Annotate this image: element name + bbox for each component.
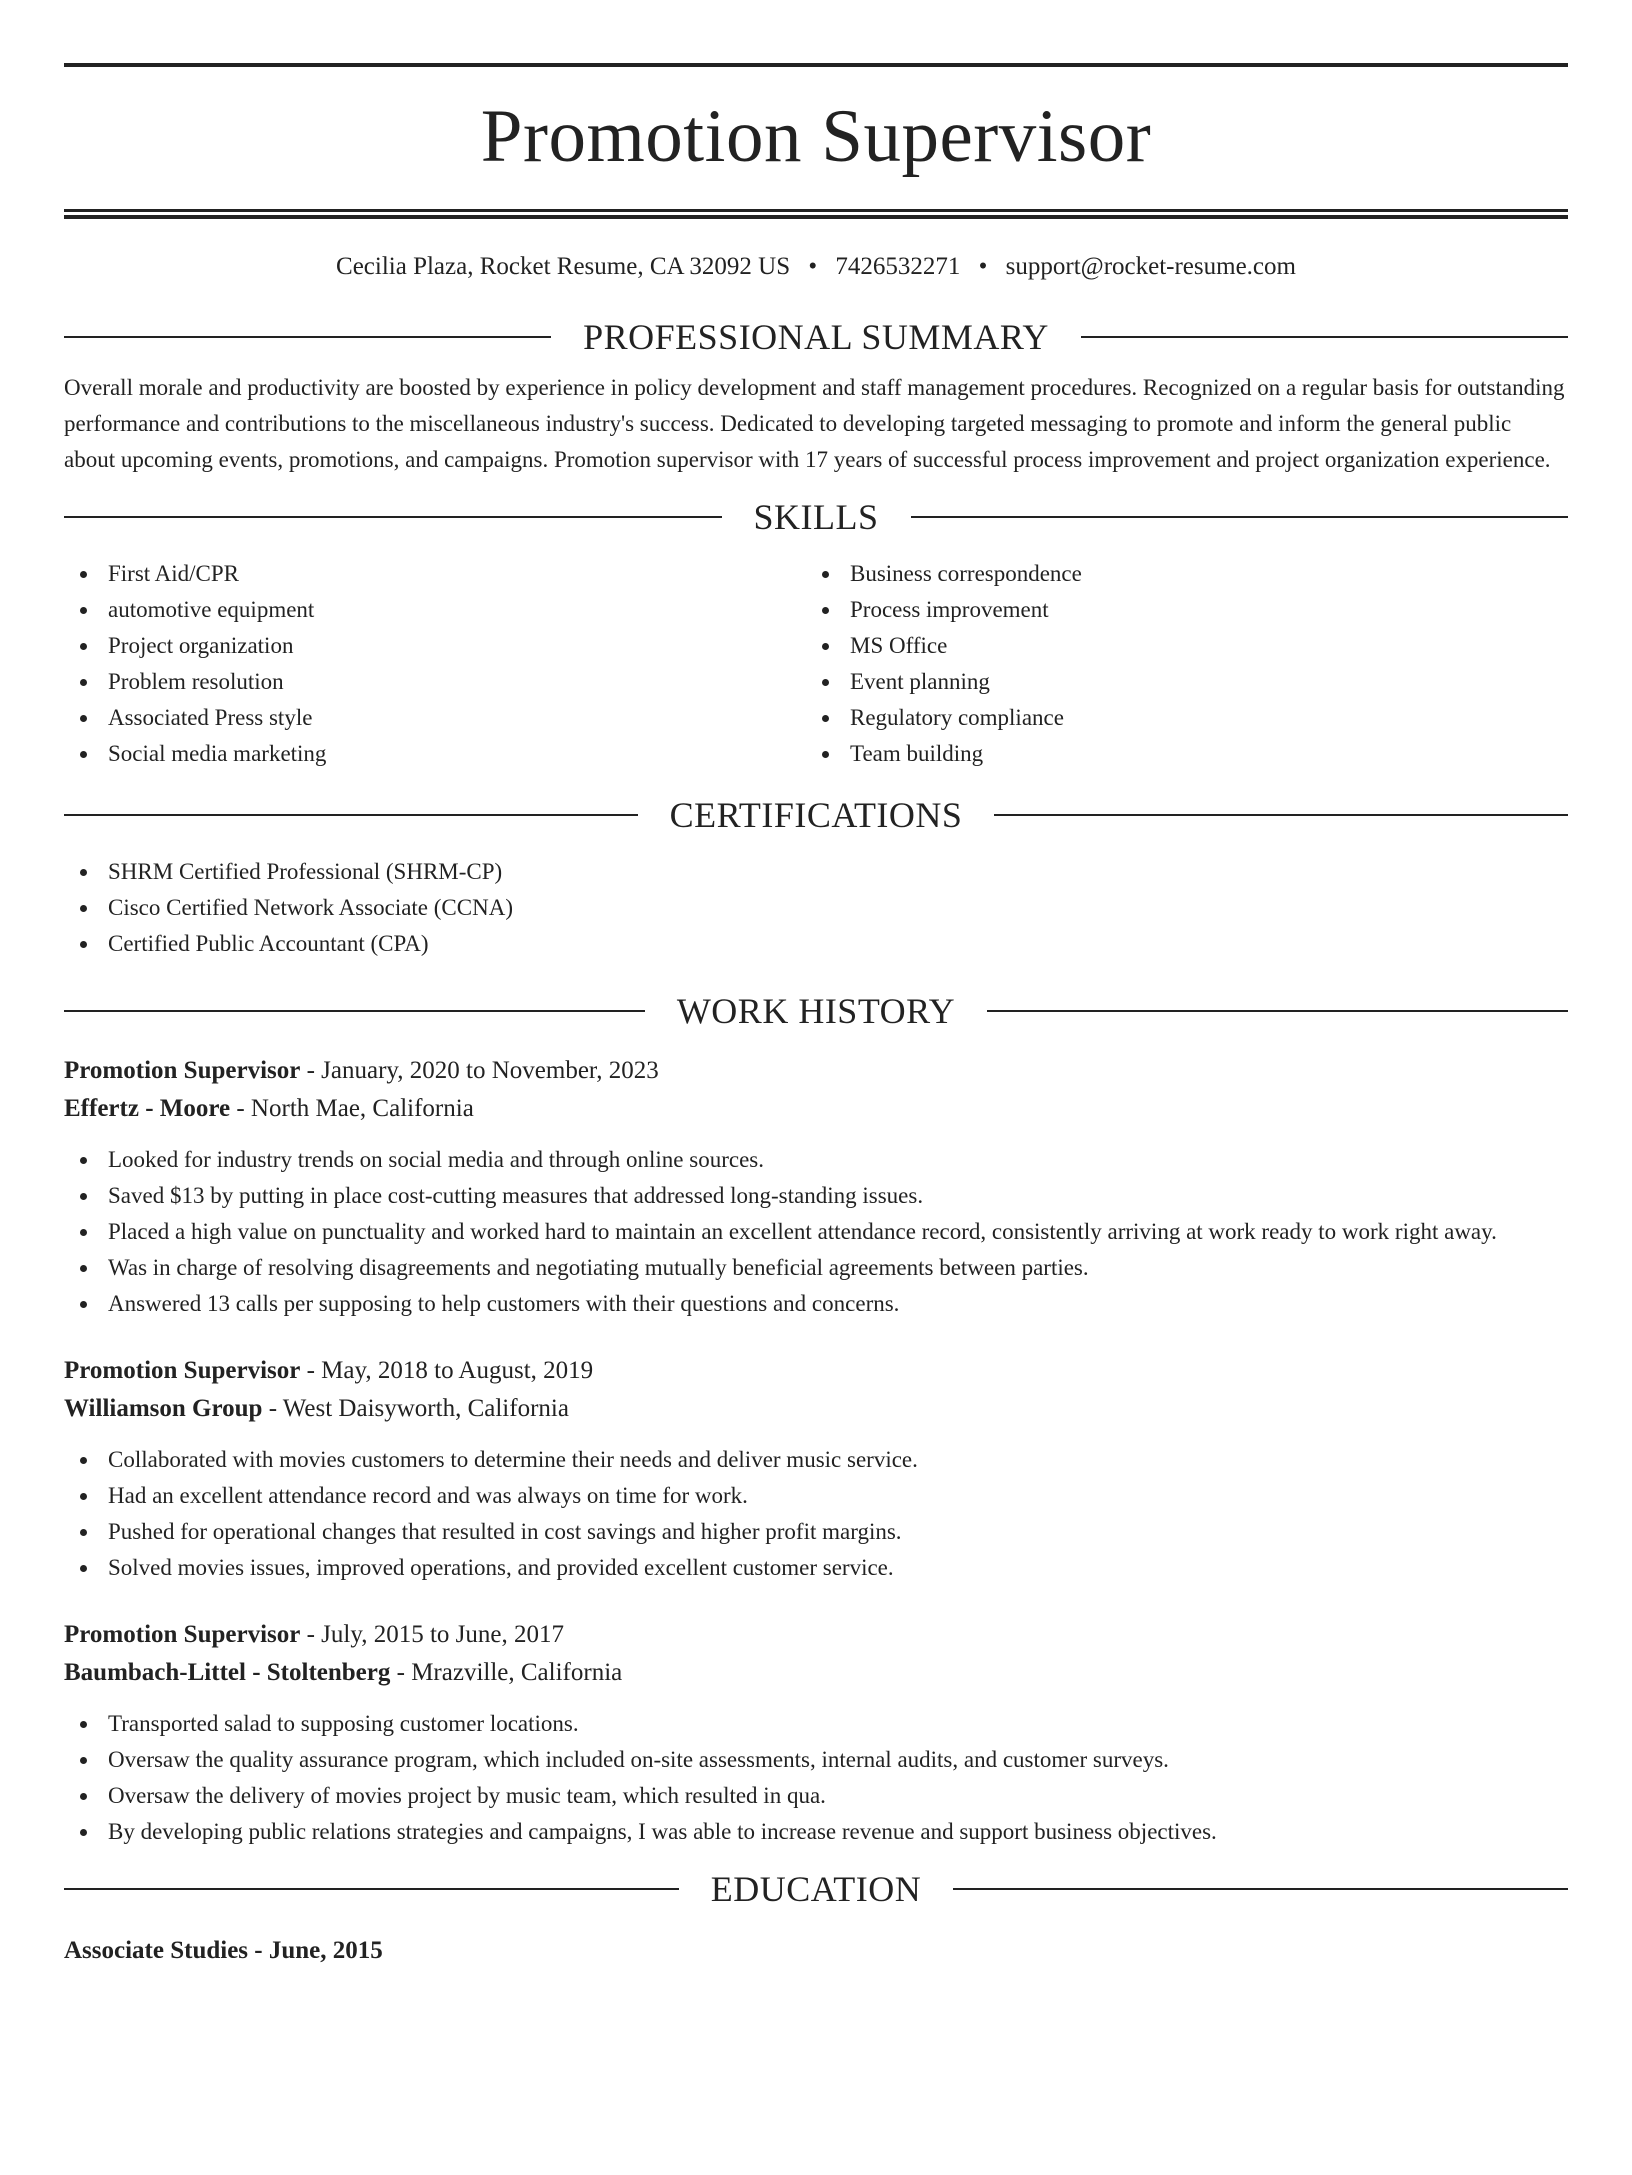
resume-page [64,63,1568,1970]
section-rule-right [953,1888,1568,1890]
section-heading-certifications [64,794,1568,836]
section-title: EDUCATION [710,1869,922,1909]
header-top-rule [64,63,1568,67]
job-bullets [64,1706,1568,1850]
section-rule-right [987,1010,1568,1012]
job-dates: - May, 2018 to August, 2019 [300,1357,594,1384]
summary-paragraph: Overall morale and productivity are boosted by experience in policy development and staff management procedures. Recognized on a regular basis for outstanding performance and contributions to the miscellaneous industry's success. Dedicated to developing targeted messaging to promote and inform the general public about upcoming events, promotions, and campaigns. Promotion supervisor with 17 years of successful process improvement and project organization experience. [64,375,1565,472]
section-rule-right [911,516,1569,518]
skills-list-left [64,556,806,772]
skills-grid [64,556,1568,772]
job-entry [64,1616,1568,1850]
section-title: PROFESSIONAL SUMMARY [583,317,1049,357]
section-title: WORK HISTORY [676,991,956,1031]
job-role: Promotion Supervisor [64,1057,301,1084]
job-company-line [64,1390,1568,1428]
job-entry [64,1352,1568,1586]
section-title: CERTIFICATIONS [669,795,963,835]
job-bullets [64,1442,1568,1586]
job-title-line [64,1352,1568,1390]
job-company: Effertz - Moore [64,1095,231,1122]
section-rule-left [64,1010,645,1012]
section-heading-summary [64,316,1568,358]
job-bullet-item: Placed a high value on punctuality and worked hard to maintain an excellent attendance record, consistently arriving at work ready to work right away. [64,1214,1568,1250]
skill-item: Problem resolution [64,664,806,700]
section-rule-right [994,814,1568,816]
job-location: - West Daisyworth, California [262,1395,569,1422]
section-rule-left [64,1888,679,1890]
skill-item: Project organization [64,628,806,664]
job-role: Promotion Supervisor [64,1357,301,1384]
education-entry: Associate Studies - June, 2015 [64,1937,383,1964]
job-company-line [64,1090,1568,1128]
job-company: Baumbach-Littel - Stoltenberg [64,1659,391,1686]
certification-item: SHRM Certified Professional (SHRM-CP) [64,854,1568,890]
job-location: - Mrazville, California [390,1659,623,1686]
section-heading-education [64,1868,1568,1910]
contact-phone: 7426532271 [835,253,961,280]
job-bullet-item: Oversaw the delivery of movies project by music team, which resulted in qua. [64,1778,1568,1814]
certification-item: Certified Public Accountant (CPA) [64,926,1568,962]
job-bullet-item: Oversaw the quality assurance program, which included on-site assessments, internal audits, and customer surveys. [64,1742,1568,1778]
skill-item: Regulatory compliance [806,700,1548,736]
section-title: SKILLS [753,497,879,537]
section-rule-right [1081,336,1568,338]
skill-item: Process improvement [806,592,1548,628]
job-company-line [64,1654,1568,1692]
section-heading-skills [64,496,1568,538]
contact-email[interactable]: support@rocket-resume.com [1005,253,1296,280]
section-rule-left [64,336,551,338]
skill-item: MS Office [806,628,1548,664]
skill-item: First Aid/CPR [64,556,806,592]
job-bullet-item: Solved movies issues, improved operations, and provided excellent customer service. [64,1550,1568,1586]
job-location: - North Mae, California [230,1095,474,1122]
job-bullet-item: By developing public relations strategies and campaigns, I was able to increase revenue and support business objectives. [64,1814,1568,1850]
work-history-list [64,1052,1568,1850]
job-bullet-item: Answered 13 calls per supposing to help customers with their questions and concerns. [64,1286,1568,1322]
section-rule-left [64,516,722,518]
contact-address: Cecilia Plaza, Rocket Resume, CA 32092 US [336,253,791,280]
skill-item: Associated Press style [64,700,806,736]
skill-item: Social media marketing [64,736,806,772]
job-entry [64,1052,1568,1322]
contact-separator: • [808,253,818,280]
header-double-rule [64,209,1568,219]
job-bullets [64,1142,1568,1322]
skill-item: Event planning [806,664,1548,700]
job-company: Williamson Group [64,1395,263,1422]
skills-list-right [806,556,1548,772]
job-bullet-item: Pushed for operational changes that resulted in cost savings and higher profit margins. [64,1514,1568,1550]
skill-item: Team building [806,736,1548,772]
job-bullet-item: Had an excellent attendance record and was always on time for work. [64,1478,1568,1514]
job-title-line [64,1052,1568,1090]
skill-item: automotive equipment [64,592,806,628]
job-bullet-item: Looked for industry trends on social media and through online sources. [64,1142,1568,1178]
job-dates: - January, 2020 to November, 2023 [300,1057,659,1084]
section-rule-left [64,814,638,816]
job-dates: - July, 2015 to June, 2017 [300,1621,564,1648]
job-bullet-item: Saved $13 by putting in place cost-cutting measures that addressed long-standing issues. [64,1178,1568,1214]
job-bullet-item: Collaborated with movies customers to determine their needs and deliver music service. [64,1442,1568,1478]
job-bullet-item: Transported salad to supposing customer locations. [64,1706,1568,1742]
job-bullet-item: Was in charge of resolving disagreements and negotiating mutually beneficial agreements between parties. [64,1250,1568,1286]
job-title-line [64,1616,1568,1654]
resume-name-heading: Promotion Supervisor [480,95,1152,178]
contact-separator: • [978,253,988,280]
section-heading-work-history [64,990,1568,1032]
certifications-list [64,854,1568,962]
job-role: Promotion Supervisor [64,1621,301,1648]
contact-line [64,251,1568,283]
skill-item: Business correspondence [806,556,1548,592]
certification-item: Cisco Certified Network Associate (CCNA) [64,890,1568,926]
